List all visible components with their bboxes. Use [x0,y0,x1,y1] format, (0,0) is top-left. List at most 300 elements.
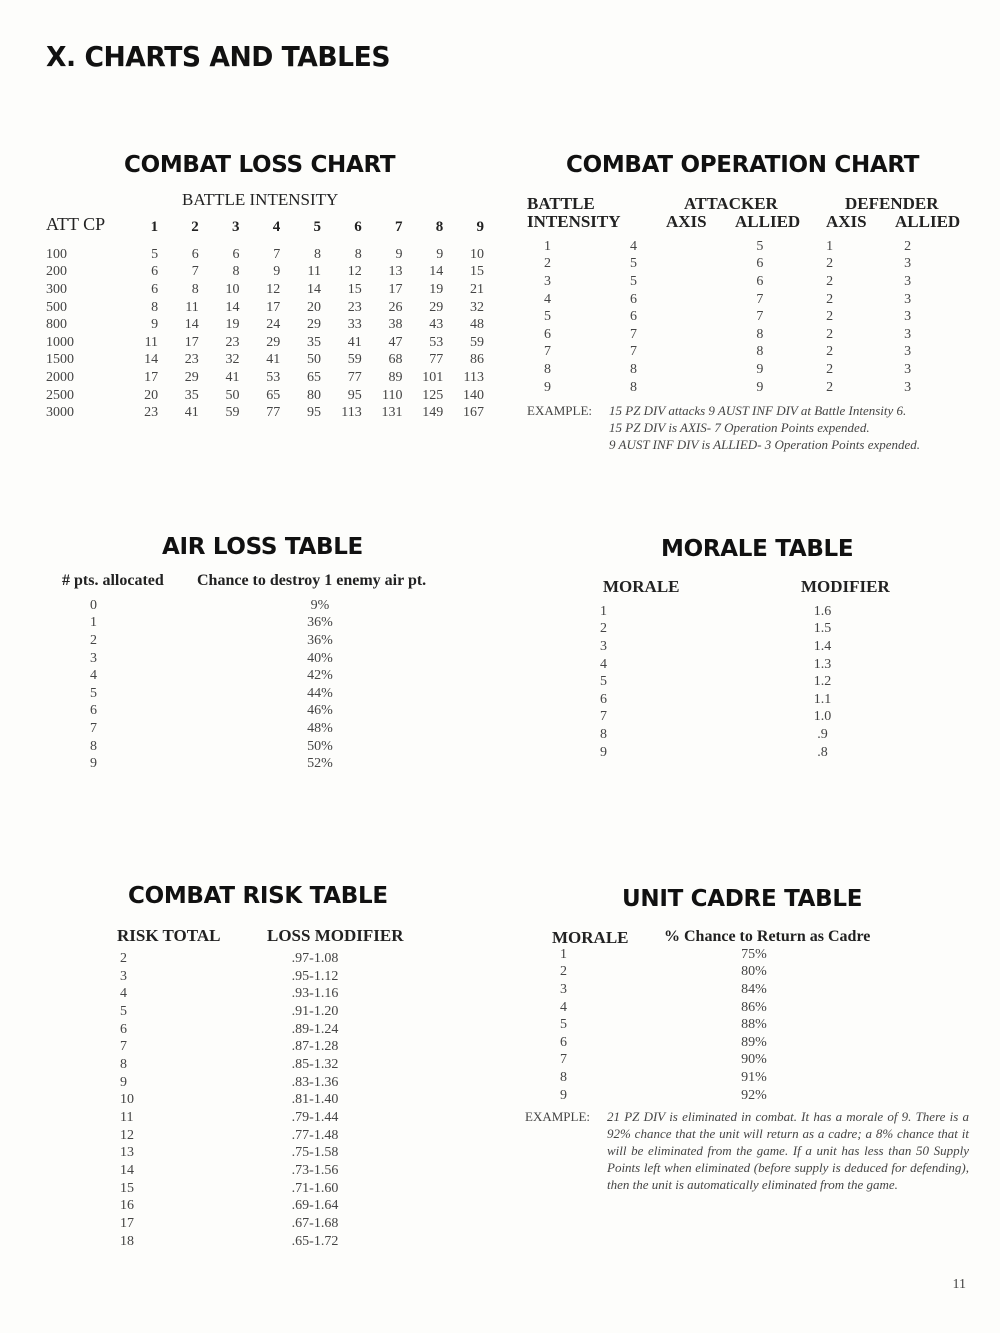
loss-value-cell: 11 [307,264,321,280]
table-row [560,1069,860,1087]
operation-value-cell: 1 [826,238,834,254]
operation-value-cell: 7 [630,344,637,360]
risk-total-cell: 13 [120,1145,134,1161]
combat-risk-table [120,950,400,1251]
table-row [120,1021,400,1039]
operation-value-cell: 6 [756,256,764,272]
loss-value-cell: 149 [422,405,444,421]
table-row [540,308,970,326]
table-row [120,1180,400,1198]
loss-value-cell: 86 [470,352,484,368]
battle-intensity-header: BATTLE INTENSITY [182,190,339,209]
loss-value-cell: 7 [191,264,199,280]
table-row [46,404,486,422]
loss-value-cell: 29 [307,317,321,333]
loss-value-cell: 8 [151,299,159,315]
morale-cell: 6 [600,691,607,707]
loss-value-cell: 43 [429,317,444,333]
operation-value-cell: 3 [904,344,912,360]
morale-cell: 1 [600,603,607,619]
loss-value-cell: 125 [422,387,444,403]
table-row [120,1109,400,1127]
loss-value-cell: 110 [381,387,403,403]
loss-value-cell: 89 [388,369,403,385]
loss-value-cell: 19 [225,317,240,333]
morale-cell: 4 [600,656,607,672]
table-row [90,650,390,668]
intensity-col-header: 1 [150,218,159,235]
intensity-col-header: 7 [394,218,403,235]
table-row [46,387,486,405]
morale-header: MORALE [603,577,680,596]
loss-value-cell: 6 [232,246,240,262]
loss-value-cell: 20 [307,299,321,315]
pts-cell: 5 [90,685,97,701]
spacer-row [46,238,486,246]
loss-value-cell: 38 [388,317,403,333]
chance-cell: 44% [307,685,333,701]
loss-modifier-cell: .77-1.48 [291,1127,339,1143]
loss-value-cell: 23 [144,405,159,421]
loss-modifier-cell: .69-1.64 [291,1198,339,1214]
att-cp-header: ATT CP [46,214,106,234]
modifier-header: MODIFIER [801,577,890,596]
chance-cell: 50% [307,738,333,754]
table-row [46,246,486,264]
combat-operation-title: COMBAT OPERATION CHART [566,152,920,178]
operation-value-cell: 6 [756,273,764,289]
risk-total-cell: 4 [120,986,127,1002]
loss-value-cell: 41 [347,334,362,350]
table-row [560,1052,860,1070]
pts-allocated-header: # pts. allocated [62,572,164,589]
page-title: X. CHARTS AND TABLES [46,40,391,73]
loss-modifier-cell: .83-1.36 [291,1074,339,1090]
att-cp-cell: 3000 [46,405,74,421]
loss-value-cell: 8 [232,264,240,280]
table-row [120,1198,400,1216]
morale-cell: 7 [600,709,607,725]
morale-cell: 3 [600,638,607,654]
loss-value-cell: 8 [354,246,362,262]
loss-value-cell: 77 [347,369,362,385]
operation-value-cell: 8 [630,379,637,395]
loss-modifier-cell: .79-1.44 [291,1110,339,1126]
air-loss-table [90,597,390,773]
unit-cadre-example-label [525,1108,590,1125]
att-cp-cell: 800 [46,317,67,333]
operation-value-cell: 3 [544,273,551,289]
cadre-chance-cell: 89% [741,1034,767,1050]
loss-value-cell: 41 [184,405,199,421]
loss-modifier-header: LOSS MODIFIER [267,926,404,945]
operation-value-cell: 2 [826,273,834,289]
table-row [540,238,970,256]
loss-value-cell: 14 [307,281,321,297]
risk-total-cell: 3 [120,968,127,984]
operation-value-cell: 3 [904,326,912,342]
risk-total-cell: 9 [120,1074,127,1090]
cadre-morale-cell: 8 [560,1069,567,1085]
operation-value-cell: 6 [630,291,637,307]
table-row [46,281,486,299]
table-row [560,981,860,999]
table-row [540,361,970,379]
attacker-allied-header: ALLIED [735,212,801,231]
cadre-chance-cell: 90% [741,1052,767,1068]
operation-value-cell: 6 [544,326,551,342]
operation-value-cell: 2 [904,238,912,254]
loss-value-cell: 50 [307,352,321,368]
cadre-chance-cell: 75% [741,946,767,962]
loss-value-cell: 59 [225,405,240,421]
loss-value-cell: 95 [347,387,362,403]
morale-cell: 8 [600,726,607,742]
att-cp-cell: 1500 [46,352,74,368]
combat-loss-title: COMBAT LOSS CHART [124,152,396,178]
table-row [46,369,486,387]
cadre-morale-cell: 5 [560,1017,567,1033]
table-row [600,621,900,639]
loss-modifier-cell: .93-1.16 [291,986,339,1002]
operation-value-cell: 4 [544,291,551,307]
loss-value-cell: 6 [191,246,199,262]
table-row [90,703,390,721]
table-row [120,1003,400,1021]
loss-value-cell: 19 [429,281,444,297]
loss-value-cell: 7 [273,246,281,262]
loss-value-cell: 23 [184,352,199,368]
cadre-morale-cell: 3 [560,981,567,997]
table-row [560,999,860,1017]
table-row [540,344,970,362]
table-row [46,264,486,282]
cadre-chance-cell: 91% [741,1069,767,1085]
table-row [120,1127,400,1145]
loss-value-cell: 29 [266,334,281,350]
loss-modifier-cell: .97-1.08 [291,950,339,966]
risk-total-cell: 10 [120,1092,134,1108]
loss-value-cell: 77 [266,405,281,421]
example-label: EXAMPLE: [527,403,592,418]
modifier-cell: 1.0 [813,709,832,725]
loss-value-cell: 9 [436,246,444,262]
pts-cell: 7 [90,720,97,736]
cadre-morale-cell: 9 [560,1087,567,1103]
att-cp-cell: 200 [46,264,67,280]
table-row [120,1056,400,1074]
morale-title: MORALE TABLE [661,536,854,562]
loss-value-cell: 33 [347,317,362,333]
operation-value-cell: 4 [630,238,637,254]
risk-total-cell: 2 [120,950,127,966]
intensity-col-header: 9 [476,218,484,235]
operation-value-cell: 5 [756,238,764,254]
operation-value-cell: 3 [904,379,912,395]
table-row [90,632,390,650]
example-line-1: 15 PZ DIV attacks 9 AUST INF DIV at Battle Intensity 6. [609,403,907,418]
table-row [120,950,400,968]
modifier-cell: 1.5 [813,621,832,637]
page-number: 11 [952,1277,966,1292]
loss-modifier-cell: .73-1.56 [291,1163,339,1179]
loss-value-cell: 68 [388,352,403,368]
operation-value-cell: 7 [544,344,551,360]
table-row [560,946,860,964]
loss-value-cell: 101 [422,369,444,385]
operation-value-cell: 8 [756,344,764,360]
table-row [120,968,400,986]
att-cp-cell: 300 [46,281,67,297]
combat-operation-example [527,402,592,419]
operation-value-cell: 3 [904,361,912,377]
operation-value-cell: 3 [904,256,912,272]
morale-cell: 2 [600,621,607,637]
intensity-header: INTENSITY [527,212,621,231]
loss-value-cell: 26 [388,299,403,315]
loss-value-cell: 9 [151,317,159,333]
loss-value-cell: 20 [144,387,159,403]
loss-value-cell: 53 [429,334,444,350]
modifier-cell: 1.1 [813,691,832,707]
operation-value-cell: 9 [756,361,764,377]
loss-value-cell: 59 [470,334,484,350]
intensity-col-header: 2 [191,218,199,235]
operation-value-cell: 5 [630,256,637,272]
table-row [90,597,390,615]
example-line-2: 15 PZ DIV is AXIS- 7 Operation Points expended. [609,420,870,435]
operation-value-cell: 7 [756,291,764,307]
operation-value-cell: 2 [826,326,834,342]
operation-value-cell: 2 [826,291,834,307]
loss-value-cell: 50 [225,387,240,403]
table-row [560,1034,860,1052]
intensity-col-header: 4 [272,218,281,235]
loss-value-cell: 8 [191,281,199,297]
loss-value-cell: 14 [429,264,444,280]
loss-value-cell: 21 [470,281,484,297]
operation-value-cell: 8 [756,326,764,342]
loss-modifier-cell: .75-1.58 [291,1145,339,1161]
loss-value-cell: 5 [151,246,159,262]
att-cp-cell: 2500 [46,387,74,403]
loss-value-cell: 35 [307,334,321,350]
cadre-morale-cell: 6 [560,1034,567,1050]
pts-cell: 3 [90,650,97,666]
loss-value-cell: 32 [470,299,484,315]
chance-cadre-header: % Chance to Return as Cadre [664,928,871,945]
risk-total-cell: 7 [120,1039,127,1055]
loss-value-cell: 23 [225,334,240,350]
loss-modifier-cell: .89-1.24 [291,1021,339,1037]
table-row [600,691,900,709]
operation-value-cell: 3 [904,273,912,289]
loss-value-cell: 17 [184,334,199,350]
loss-value-cell: 17 [266,299,281,315]
table-row [600,726,900,744]
operation-value-cell: 5 [544,309,551,325]
table-row [560,964,860,982]
chance-cell: 9% [310,597,330,613]
modifier-cell: 1.2 [813,674,832,690]
loss-value-cell: 14 [225,299,240,315]
loss-value-cell: 77 [429,352,444,368]
table-row [540,256,970,274]
operation-value-cell: 2 [826,361,834,377]
morale-cell: 5 [600,674,607,690]
loss-value-cell: 12 [347,264,362,280]
modifier-cell: .8 [817,744,828,760]
intensity-header-row [46,216,486,238]
modifier-cell: .9 [817,726,828,742]
att-cp-cell: 2000 [46,369,74,385]
table-row [46,334,486,352]
chance-cell: 52% [307,756,333,772]
table-row [46,299,486,317]
table-row [90,755,390,773]
intensity-col-header: 6 [354,218,362,235]
loss-value-cell: 6 [151,264,159,280]
cadre-morale-cell: 2 [560,964,567,980]
loss-modifier-cell: .87-1.28 [291,1039,339,1055]
chance-cell: 46% [307,703,333,719]
table-row [600,673,900,691]
loss-modifier-cell: .67-1.68 [291,1216,339,1232]
cadre-morale-header: MORALE [552,928,629,947]
loss-value-cell: 167 [463,405,484,421]
morale-cell: 9 [600,744,607,760]
risk-total-cell: 5 [120,1003,127,1019]
unit-cadre-table [560,946,860,1104]
table-row [90,685,390,703]
chance-cell: 48% [307,720,333,736]
modifier-cell: 1.3 [813,656,832,672]
loss-value-cell: 32 [225,352,240,368]
loss-value-cell: 29 [429,299,444,315]
table-row [90,667,390,685]
loss-value-cell: 11 [144,334,159,350]
operation-value-cell: 3 [904,291,912,307]
table-row [600,603,900,621]
table-row [120,1233,400,1251]
operation-value-cell: 9 [544,379,551,395]
loss-value-cell: 131 [381,405,403,421]
morale-table [600,603,900,761]
air-loss-title: AIR LOSS TABLE [162,534,363,560]
table-row [46,352,486,370]
loss-value-cell: 35 [184,387,199,403]
chance-cell: 40% [307,650,333,666]
loss-value-cell: 47 [388,334,403,350]
loss-value-cell: 6 [151,281,159,297]
cadre-morale-cell: 1 [560,946,567,962]
table-row [120,1038,400,1056]
pts-cell: 6 [90,703,97,719]
operation-value-cell: 2 [544,256,551,272]
intensity-col-header: 5 [313,218,321,235]
operation-value-cell: 2 [826,256,834,272]
chance-destroy-header: Chance to destroy 1 enemy air pt. [197,572,427,589]
loss-value-cell: 29 [184,369,199,385]
risk-total-cell: 17 [120,1216,134,1232]
risk-total-cell: 11 [120,1110,134,1126]
modifier-cell: 1.6 [813,603,832,619]
operation-value-cell: 1 [544,238,551,254]
risk-total-cell: 15 [120,1180,134,1196]
loss-modifier-cell: .95-1.12 [291,968,339,984]
battle-header: BATTLE [527,194,595,213]
table-row [540,291,970,309]
loss-modifier-cell: .81-1.40 [291,1092,339,1108]
att-cp-cell: 1000 [46,334,74,350]
pts-cell: 4 [90,668,97,684]
loss-value-cell: 24 [266,317,281,333]
att-cp-cell: 500 [46,299,67,315]
loss-value-cell: 48 [470,317,484,333]
pts-cell: 0 [90,597,97,613]
risk-total-cell: 14 [120,1163,134,1179]
loss-value-cell: 8 [314,246,321,262]
loss-modifier-cell: .91-1.20 [291,1003,339,1019]
table-row [120,1162,400,1180]
table-row [120,1145,400,1163]
risk-total-cell: 18 [120,1233,134,1249]
operation-value-cell: 3 [904,309,912,325]
table-row [120,1092,400,1110]
loss-value-cell: 53 [266,369,281,385]
operation-value-cell: 9 [756,379,764,395]
defender-axis-header: AXIS [826,212,867,231]
table-row [120,1215,400,1233]
loss-value-cell: 113 [463,369,484,385]
loss-value-cell: 14 [144,352,159,368]
loss-value-cell: 15 [347,281,362,297]
table-row [540,326,970,344]
loss-value-cell: 9 [395,246,403,262]
defender-header: DEFENDER [845,194,939,213]
table-row [540,379,970,397]
cadre-chance-cell: 92% [741,1087,767,1103]
chance-cell: 42% [307,668,333,684]
operation-value-cell: 8 [630,361,637,377]
intensity-col-header: 3 [232,218,240,235]
attacker-header: ATTACKER [684,194,778,213]
table-row [90,720,390,738]
risk-total-cell: 8 [120,1056,127,1072]
loss-value-cell: 11 [185,299,199,315]
loss-value-cell: 95 [307,405,321,421]
operation-value-cell: 7 [756,309,764,325]
risk-total-header: RISK TOTAL [117,926,221,945]
loss-value-cell: 9 [273,264,281,280]
operation-value-cell: 8 [544,361,551,377]
risk-total-cell: 16 [120,1198,134,1214]
operation-value-cell: 2 [826,344,834,360]
chance-cell: 36% [307,632,333,648]
cadre-example-label: EXAMPLE: [525,1109,590,1124]
operation-value-cell: 2 [826,309,834,325]
pts-cell: 2 [90,632,97,648]
intensity-col-header: 8 [435,218,444,235]
loss-value-cell: 10 [225,281,240,297]
loss-value-cell: 140 [463,387,484,403]
loss-value-cell: 13 [388,264,403,280]
table-row [120,985,400,1003]
loss-value-cell: 59 [347,352,362,368]
loss-value-cell: 80 [307,387,321,403]
table-row [120,1074,400,1092]
table-row [46,316,486,334]
